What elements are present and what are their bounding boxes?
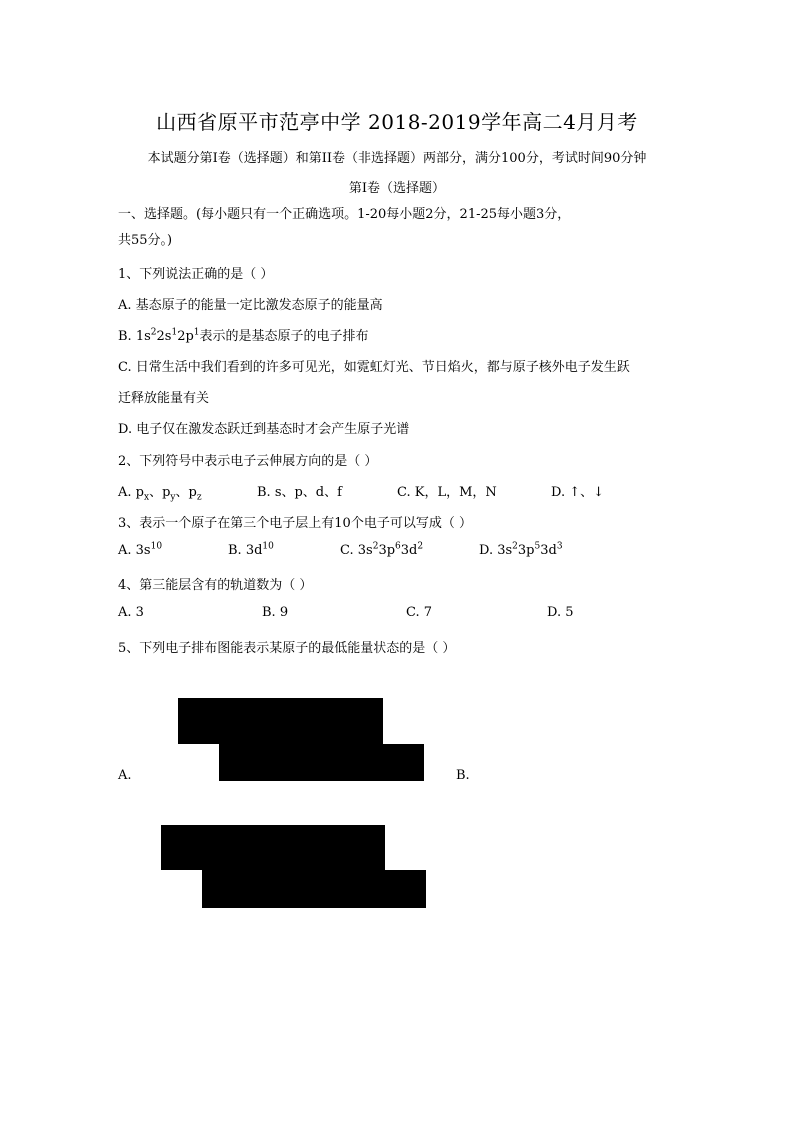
question-2-option-a: A. $p_x$、$p_y$、$p_z$ <box>118 485 202 503</box>
redacted-block <box>383 744 424 781</box>
redacted-block <box>178 698 383 744</box>
question-5-option-b-label: B. <box>456 768 470 783</box>
question-4-stem: 4、第三能层含有的轨道数为（ ） <box>118 578 313 593</box>
instructions-line1: 一、选择题。(每小题只有一个正确选项。1-20每小题2分，21-25每小题3分， <box>118 207 571 222</box>
exam-intro: 本试题分第I卷（选择题）和第II卷（非选择题）两部分，满分100分，考试时间90分钟 <box>147 151 647 166</box>
question-4-option-b: B. 9 <box>262 605 289 620</box>
question-1-stem: 1、下列说法正确的是（ ） <box>118 267 274 282</box>
question-3-option-b: B. $3d^{10}$ <box>228 541 274 558</box>
question-1-option-d: D. 电子仅在激发态跃迁到基态时才会产生原子光谱 <box>118 422 410 437</box>
instructions-line2: 共55分。) <box>118 233 173 248</box>
section-title: 第I卷（选择题） <box>348 181 446 196</box>
redacted-block <box>161 825 385 870</box>
question-1-option-c-line1: C. 日常生活中我们看到的许多可见光，如霓虹灯光、节日焰火，都与原子核外电子发生跃 <box>118 360 630 375</box>
question-4-option-d: D. 5 <box>547 605 574 620</box>
question-5-stem: 5、下列电子排布图能表示某原子的最低能量状态的是（ ） <box>118 641 456 656</box>
question-2-option-b: B. s、p、d、f <box>257 485 342 500</box>
redacted-block <box>385 870 426 908</box>
question-3-option-a: A. $3s^{10}$ <box>118 541 163 558</box>
question-3-stem: 3、表示一个原子在第三个电子层上有10个电子可以写成（ ） <box>118 516 472 531</box>
question-2-option-d: D. ↑、↓ <box>551 485 605 500</box>
question-1-option-c-line2: 迁释放能量有关 <box>118 391 210 406</box>
question-1-option-b: B. $1s^22s^12p^1$表示的是基态原子的电子排布 <box>118 327 369 344</box>
question-1-option-a: A. 基态原子的能量一定比激发态原子的能量高 <box>118 298 383 313</box>
redacted-block <box>202 870 385 908</box>
question-4-option-a: A. 3 <box>118 605 144 620</box>
question-5-option-a-label: A. <box>118 768 132 783</box>
redacted-block <box>219 744 383 781</box>
page-title: 山西省原平市范亭中学 2018-2019学年高二4月月考 <box>156 110 638 134</box>
question-2-option-c: C. K，L，M，N <box>397 485 497 500</box>
question-3-option-c: C. $3s^23p^63d^2$ <box>340 541 424 558</box>
question-2-stem: 2、下列符号中表示电子云伸展方向的是（ ） <box>118 454 378 469</box>
question-3-option-d: D. $3s^23p^53d^3$ <box>479 541 563 558</box>
question-4-option-c: C. 7 <box>406 605 433 620</box>
